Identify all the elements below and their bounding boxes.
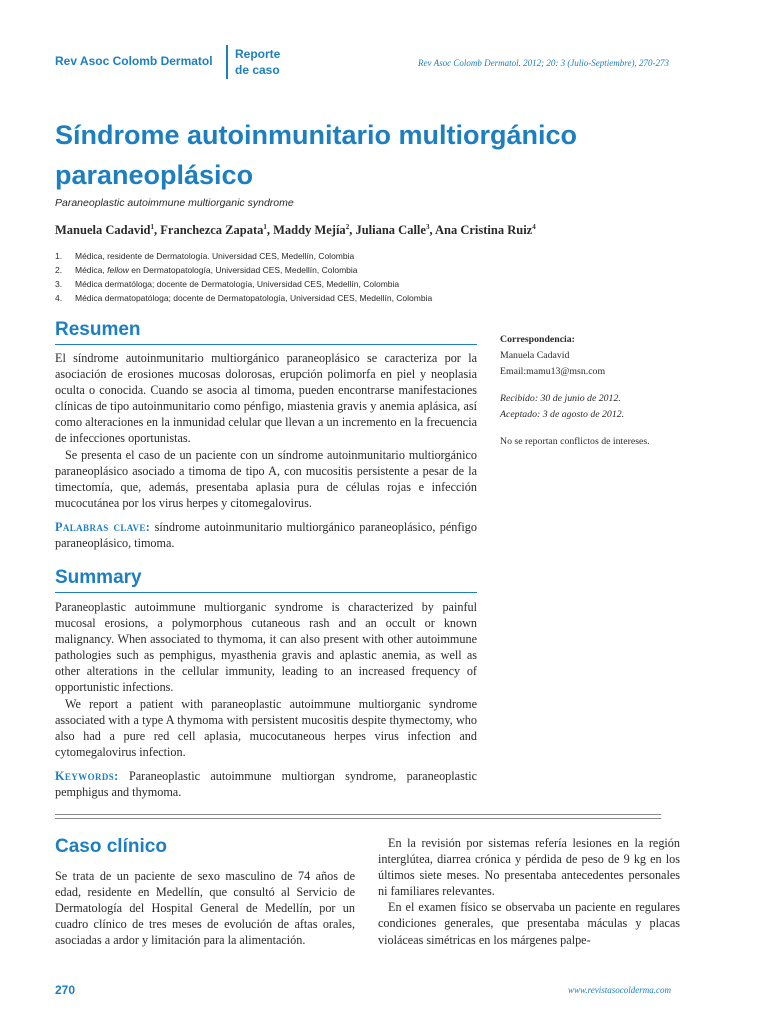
journal-name: Rev Asoc Colomb Dermatol [55, 54, 213, 68]
keywords-label: Palabras clave: [55, 520, 151, 534]
correspondence-label: Correspondencia: [500, 334, 575, 345]
article-title-line2: paraneoplásico [55, 160, 254, 190]
caso-heading: Caso clínico [55, 836, 167, 857]
author: Juliana Calle$^3$, [355, 223, 435, 238]
author: Ana Cristina Ruiz$^4$ [435, 223, 536, 238]
resumen-body [55, 350, 477, 511]
summary-heading: Summary [55, 566, 477, 593]
citation: Rev Asoc Colomb Dermatol. 2012; 20: 3 (Julio-Septiembre), 270-273 [418, 58, 669, 68]
author: Maddy Mejía$^2$, [273, 223, 356, 238]
affiliation-item: 3. Médica dermatóloga; docente de Dermatología, Universidad CES, Medellín, Colombia [55, 279, 400, 289]
affiliation-item: 4. Médica dermatopatóloga; docente de Dermatopatología, Universidad CES, Medellín, Colombia [55, 293, 433, 303]
keywords-text: Paraneoplastic autoimmune multiorgan syndrome, paraneoplastic pemphigus and thymoma. [55, 769, 477, 800]
received-date: Recibido: 30 de junio de 2012. [500, 393, 621, 404]
summary-paragraph: We report a patient with paraneoplastic autoimmune multiorganic syndrome associated with a type A thymoma with persistent mucositis despite thymectomy, who also had a pure red cell aplasia, mucocutaneous herpes virus infection and cytomegalovirus infection. [55, 696, 477, 759]
resumen-paragraph: El síndrome autoinmunitario multiorgánico paraneoplásico se caracteriza por la asociación de erosiones mucosas dolorosas, erupción polimorfa en piel y neoplasia oculta o conocida. Cuando se asocia al timoma, pueden encontrarse manifestaciones clínicas de tipo autoinmunitario como pénfigo, miastenia gravis y anemia aplásica, así como alteraciones en la inmunidad celular que llevan a un incremento en la frecuencia de infecciones oportunistas. [55, 351, 477, 446]
section-label [235, 46, 280, 78]
keywords-label: Keywords: [55, 769, 119, 783]
author: Manuela Cadavid$^1$, [55, 223, 161, 238]
header-divider [226, 45, 228, 79]
conflicts-statement: No se reportan conflictos de intereses. [500, 436, 650, 447]
resumen-heading: Resumen [55, 318, 477, 345]
author-list [55, 223, 536, 238]
section-label-line1: Reporte [235, 47, 281, 61]
caso-paragraph: En la revisión por sistemas refería lesiones en la región interglútea, diarrea crónica y pérdida de peso de 9 kg en los últimos siete meses. No presentaba antecedentes personales ni familiares relevantes. [378, 836, 680, 899]
accepted-date: Aceptado: 3 de agosto de 2012. [500, 409, 625, 420]
article-title [55, 115, 675, 195]
resumen-paragraph: Se presenta el caso de un paciente con un síndrome autoinmunitario multiorgánico paraneoplásico asociado a timoma de tipo A, con mucositis persistente a pesar de la timectomía, que, además, presentaba aplasia pura de células rojas e infección mucocutánea por los virus herpes y citomegalovirus. [55, 447, 477, 510]
summary-body [55, 599, 477, 760]
affiliation-list [55, 249, 432, 305]
article-subtitle: Paraneoplastic autoimmune multiorganic syndrome [55, 197, 294, 209]
keywords-text: síndrome autoinmunitario multiorgánico paraneoplásico, pénfigo paraneoplásico, timoma. [55, 520, 477, 551]
section-divider [55, 814, 661, 815]
section-label-line2: de caso [235, 63, 280, 77]
summary-keywords [55, 768, 477, 800]
correspondence-email: Email:mamu13@msn.com [500, 366, 606, 377]
correspondence-name: Manuela Cadavid [500, 350, 570, 361]
journal-website: www.revistasocolderma.com [568, 985, 671, 995]
caso-paragraph: Se trata de un paciente de sexo masculino de 74 años de edad, residente en Medellín, que consultó al Servicio de Dermatología del Hospital General de Medellín, por un cuadro clínico de tres meses de evolución de aftas orales, asociadas a ardor y limitación para la alimentación. [55, 869, 355, 948]
caso-paragraph: En el examen físico se observaba un paciente en regulares condiciones generales, que presentaba máculas y placas violáceas simétricas en los márgenes palpe- [378, 900, 680, 947]
author: Franchezca Zapata$^1$, [160, 223, 274, 238]
section-divider [55, 818, 661, 819]
summary-paragraph: Paraneoplastic autoimmune multiorganic syndrome is characterized by painful mucosal erosions, a polymorphous cutaneous rash and an occult or known malignancy. When associated to thymoma, it can also present with other autoimmune pathologies such as pemphigus, myasthenia gravis and aplastic anemia, as well as other alterations in the cellular immunity, leading to an increased frequency of opportunistic infections. [55, 600, 477, 695]
article-title-line1: Síndrome autoinmunitario multiorgánico [55, 120, 578, 150]
resumen-keywords [55, 519, 477, 551]
caso-right-column [378, 835, 680, 948]
correspondence-box [500, 332, 720, 450]
affiliation-item: 2. Médica, fellow en Dermatopatología, Universidad CES, Medellín, Colombia [55, 265, 358, 275]
affiliation-item: 1. Médica, residente de Dermatología. Universidad CES, Medellín, Colombia [55, 251, 355, 261]
page-number: 270 [55, 983, 76, 997]
